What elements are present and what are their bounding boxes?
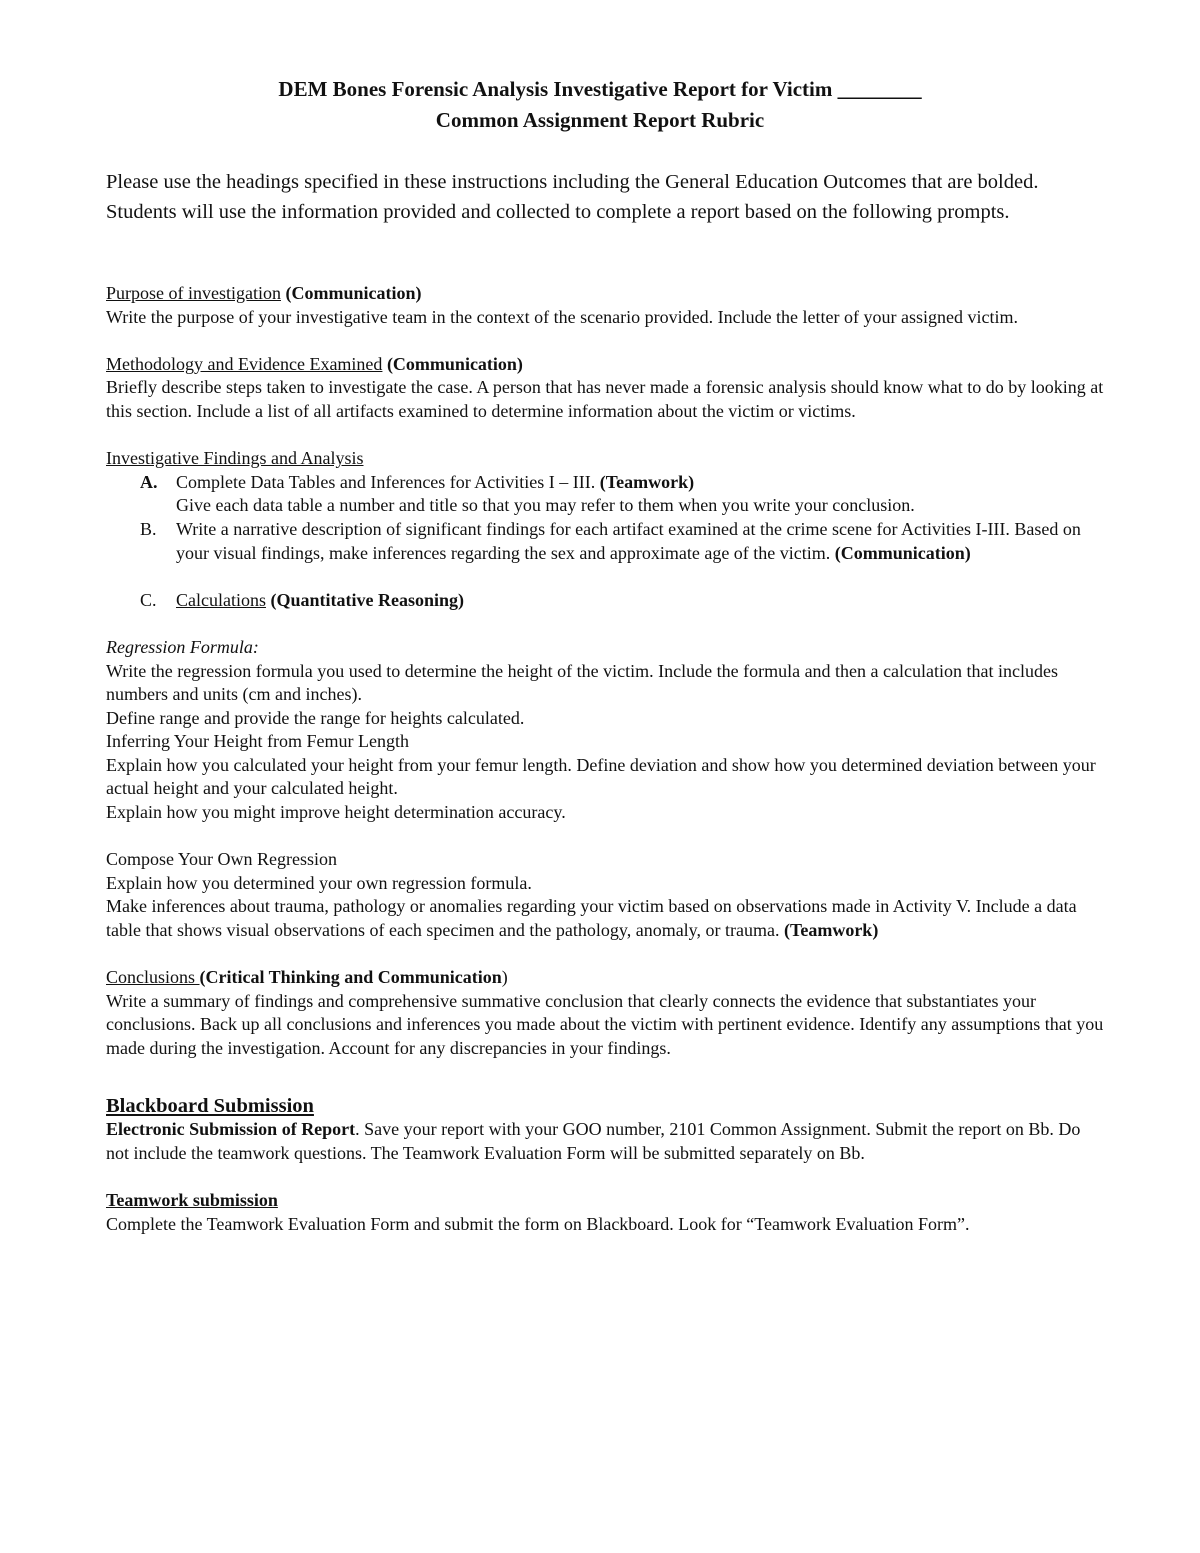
compose-section [106,848,1106,942]
conclusions-outcome: Critical Thinking and Communication [205,967,502,988]
findings-section [106,447,1106,612]
regression-line: Explain how you might improve height determination accuracy. [106,802,566,823]
teamwork-text: Complete the Teamwork Evaluation Form and submit the form on Blackboard. Look for “Teamwork Evaluation Form”. [106,1213,970,1234]
methodology-heading: Methodology and Evidence Examined [106,353,383,374]
methodology-text: Briefly describe steps taken to investigate the case. A person that has never made a forensic analysis should know what to do by looking at this section. Include a list of all artifacts examined to determine information about the victim or victims. [106,377,1104,421]
outcome-paren: ( [199,967,206,988]
regression-heading: Regression Formula: [106,636,259,657]
blackboard-text: . Save your report with your GOO number, 2101 Common Assignment. Submit the report on Bb. Do not include the teamwork questions. The Teamwork Evaluation Form will be submitted separately on Bb. [106,1119,1081,1163]
findings-item-c [106,589,1106,613]
findings-item-b [106,518,1106,565]
blackboard-lead: Electronic Submission of Report [106,1119,356,1140]
conclusions-section [106,966,1106,1060]
item-c-heading: Calculations [176,589,266,610]
outcome-paren: ) [501,967,508,988]
purpose-outcome: (Communication) [285,283,422,303]
conclusions-text: Write a summary of findings and comprehensive summative conclusion that clearly connects the evidence that substantiates your conclusions. Back up all conclusions and inferences you made about the victim with pertinent evidence. Identify any assumptions that you made during the investigation. Account for any discrepancies in your findings. [106,990,1104,1058]
regression-section [106,636,1106,825]
teamwork-section [106,1189,1106,1236]
item-a-marker: A. [140,471,158,492]
compose-outcome: (Teamwork) [783,920,879,941]
teamwork-heading: Teamwork submission [106,1189,278,1210]
conclusions-heading: Conclusions [106,967,200,988]
item-a-text: Complete Data Tables and Inferences for Activities I – III. [176,471,600,492]
document-body [106,282,1106,1236]
document-title: DEM Bones Forensic Analysis Investigative Report for Victim ________ [278,77,922,101]
compose-line: Make inferences about trauma, pathology or anomalies regarding your victim based on observations made in Activity V. Include a data table that shows visual observations of each specimen and the pathology, anomaly, or trauma. [106,896,1077,941]
item-a-subtext: Give each data table a number and title so that you may refer to them when you write your conclusion. [176,495,915,516]
findings-heading: Investigative Findings and Analysis [106,448,364,469]
item-b-outcome: (Communication) [834,542,971,563]
regression-line: Write the regression formula you used to determine the height of the victim. Include the formula and then a calculation that includes numbers and units (cm and inches). [106,660,1058,705]
regression-line: Explain how you calculated your height from your femur length. Define deviation and show how you determined deviation between your actual height and your calculated height. [106,754,1096,799]
item-c-marker: C. [140,589,157,610]
compose-heading: Compose Your Own Regression [106,849,338,870]
methodology-section [106,353,1106,424]
blackboard-section [106,1095,1106,1166]
item-b-text: Write a narrative description of significant findings for each artifact examined at the crime scene for Activities I-III. Based on your visual findings, make inferences regarding the sex and approximate age of the victim. [176,518,1081,563]
item-c-outcome: (Quantitative Reasoning) [270,589,464,610]
methodology-outcome: (Communication) [386,353,523,374]
intro-paragraph: Please use the headings specified in these instructions including the General Education Outcomes that are bolded. Students will use the information provided and collected to complete a report based on the following prompts. [106,171,1039,223]
purpose-section [106,282,1106,329]
findings-item-a [106,471,1106,495]
compose-line: Explain how you determined your own regression formula. [106,872,532,893]
blackboard-heading: Blackboard Submission [106,1094,314,1117]
document-subtitle: Common Assignment Report Rubric [435,108,765,132]
item-a-outcome: (Teamwork) [599,471,695,492]
purpose-text: Write the purpose of your investigative team in the context of the scenario provided. Include the letter of your assigned victim. [106,306,1018,327]
regression-line: Inferring Your Height from Femur Length [106,731,409,752]
regression-line: Define range and provide the range for heights calculated. [106,707,525,728]
item-b-marker: B. [140,518,157,539]
purpose-heading: Purpose of investigation [106,283,281,303]
